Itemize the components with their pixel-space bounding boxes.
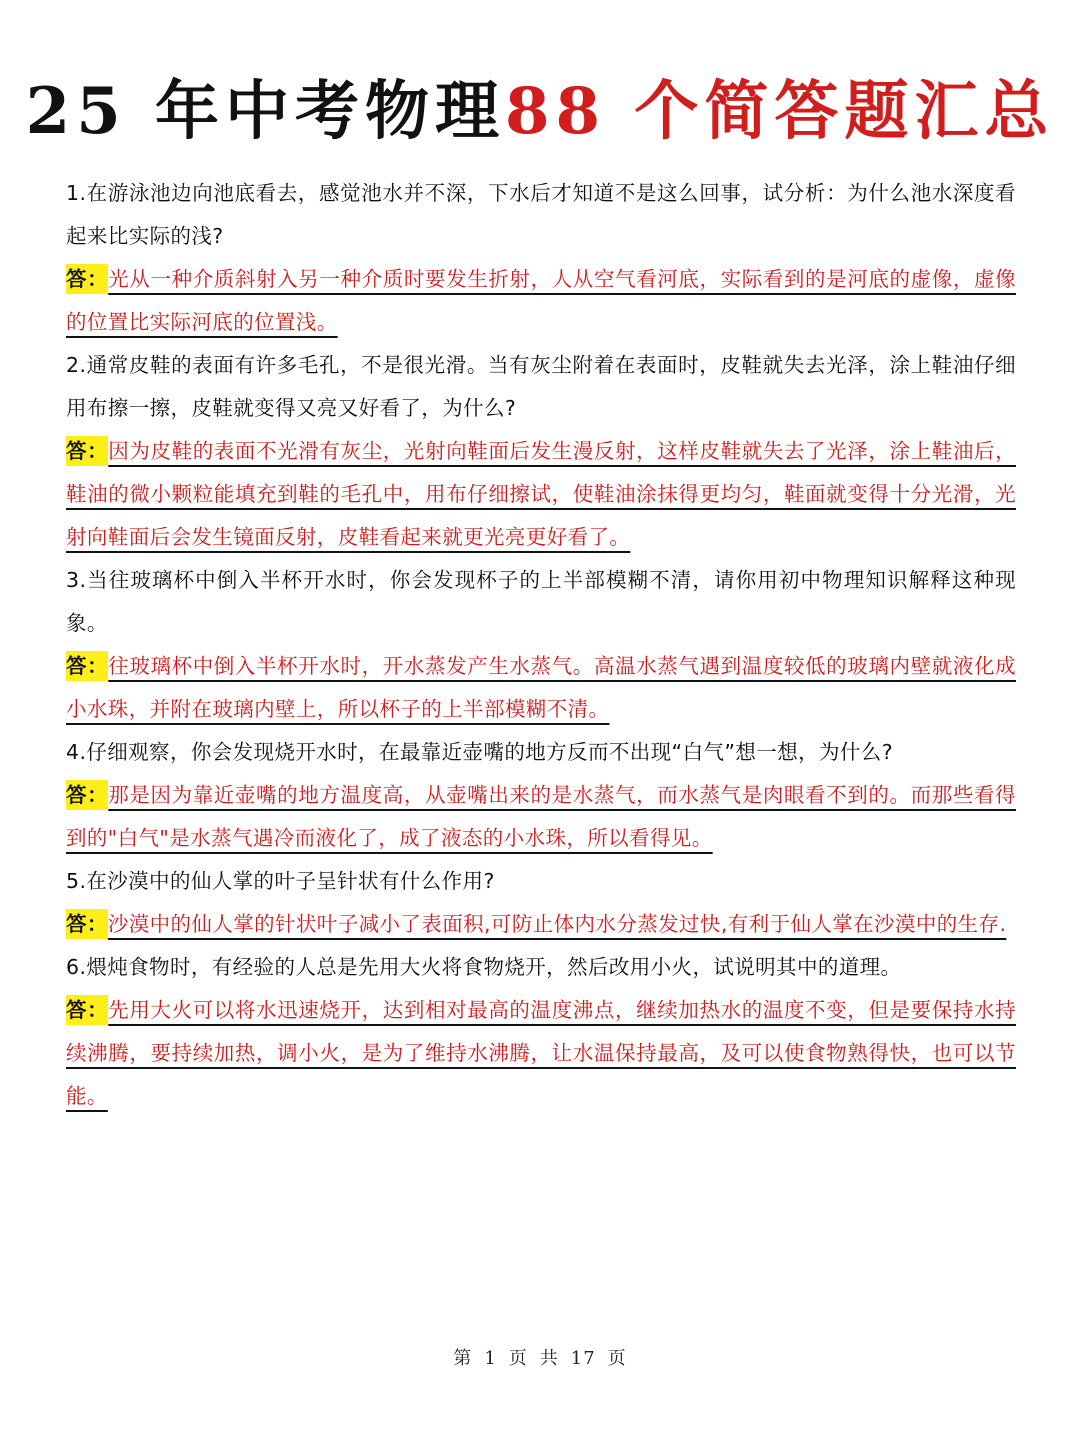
answer-text: 沙漠中的仙人掌的针状叶子减小了表面积,可防止体内水分蒸发过快,有利于仙人掌在沙漠中的生存. — [107, 912, 1007, 936]
title-black-part: 25 年中考物理 — [25, 74, 505, 149]
answer-label: 答： — [66, 780, 108, 810]
footer-current-page: 1 — [484, 1348, 497, 1369]
question-2: 2.通常皮鞋的表面有许多毛孔，不是很光滑。当有灰尘附着在表面时，皮鞋就失去光泽，涂上鞋油仔细用布擦一擦，皮鞋就变得又亮又好看了，为什么? — [66, 353, 1016, 420]
qa-item-6 — [66, 946, 1016, 1118]
answer-text: 因为皮鞋的表面不光滑有灰尘，光射向鞋面后发生漫反射，这样皮鞋就失去了光泽，涂上鞋油后，鞋油的微小颗粒能填充到鞋的毛孔中，用布仔细擦试，使鞋油涂抹得更均匀，鞋面就变得十分光滑，光射向鞋面后会发生镜面反射，皮鞋看起来就更光亮更好看了。 — [66, 439, 1016, 549]
qa-item-4 — [66, 731, 1016, 860]
footer-total-word: 共 — [539, 1348, 559, 1369]
qa-item-1 — [66, 172, 1016, 344]
qa-item-3 — [66, 559, 1016, 731]
question-3: 3.当往玻璃杯中倒入半杯开水时，你会发现杯子的上半部模糊不清，请你用初中物理知识解释这种现象。 — [66, 568, 1016, 635]
answer-label: 答： — [66, 909, 108, 939]
qa-item-2 — [66, 344, 1016, 559]
answer-2 — [66, 430, 1016, 559]
answer-label: 答： — [66, 264, 108, 294]
answer-text: 往玻璃杯中倒入半杯开水时，开水蒸发产生水蒸气。高温水蒸气遇到温度较低的玻璃内壁就液化成小水珠，并附在玻璃内壁上，所以杯子的上半部模糊不清。 — [66, 654, 1016, 721]
answer-text: 先用大火可以将水迅速烧开，达到相对最高的温度沸点，继续加热水的温度不变，但是要保持水持续沸腾，要持续加热，调小火，是为了维持水沸腾，让水温保持最高，及可以使食物熟得快，也可以节能。 — [66, 998, 1016, 1108]
footer-page-word: 第 — [453, 1348, 473, 1369]
footer-page-unit: 页 — [508, 1348, 528, 1369]
qa-list — [66, 172, 1016, 1118]
answer-text: 那是因为靠近壶嘴的地方温度高，从壶嘴出来的是水蒸气，而水蒸气是肉眼看不到的。而那些看得到的"白气"是水蒸气遇冷而液化了，成了液态的小水珠，所以看得见。 — [66, 783, 1016, 850]
answer-5 — [66, 903, 1016, 946]
answer-1 — [66, 258, 1016, 344]
title-red-part: 88 个简答题汇总 — [505, 74, 1055, 149]
footer-total-pages: 17 — [570, 1348, 596, 1369]
question-1: 1.在游泳池边向池底看去，感觉池水并不深，下水后才知道不是这么回事，试分析：为什么池水深度看起来比实际的浅? — [66, 181, 1016, 248]
answer-4 — [66, 774, 1016, 860]
answer-text: 光从一种介质斜射入另一种介质时要发生折射，人从空气看河底，实际看到的是河底的虚像，虚像的位置比实际河底的位置浅。 — [66, 267, 1016, 334]
answer-label: 答： — [66, 651, 108, 681]
qa-item-5 — [66, 860, 1016, 946]
page-footer — [0, 1344, 1080, 1370]
page-title — [0, 72, 1080, 152]
question-4: 4.仔细观察，你会发现烧开水时，在最靠近壶嘴的地方反而不出现“白气”想一想，为什么? — [66, 740, 893, 764]
answer-label: 答： — [66, 995, 108, 1025]
question-6: 6.煨炖食物时，有经验的人总是先用大火将食物烧开，然后改用小火，试说明其中的道理。 — [66, 955, 902, 979]
footer-total-unit: 页 — [607, 1348, 627, 1369]
answer-label: 答： — [66, 436, 108, 466]
question-5: 5.在沙漠中的仙人掌的叶子呈针状有什么作用? — [66, 869, 495, 893]
answer-6 — [66, 989, 1016, 1118]
answer-3 — [66, 645, 1016, 731]
